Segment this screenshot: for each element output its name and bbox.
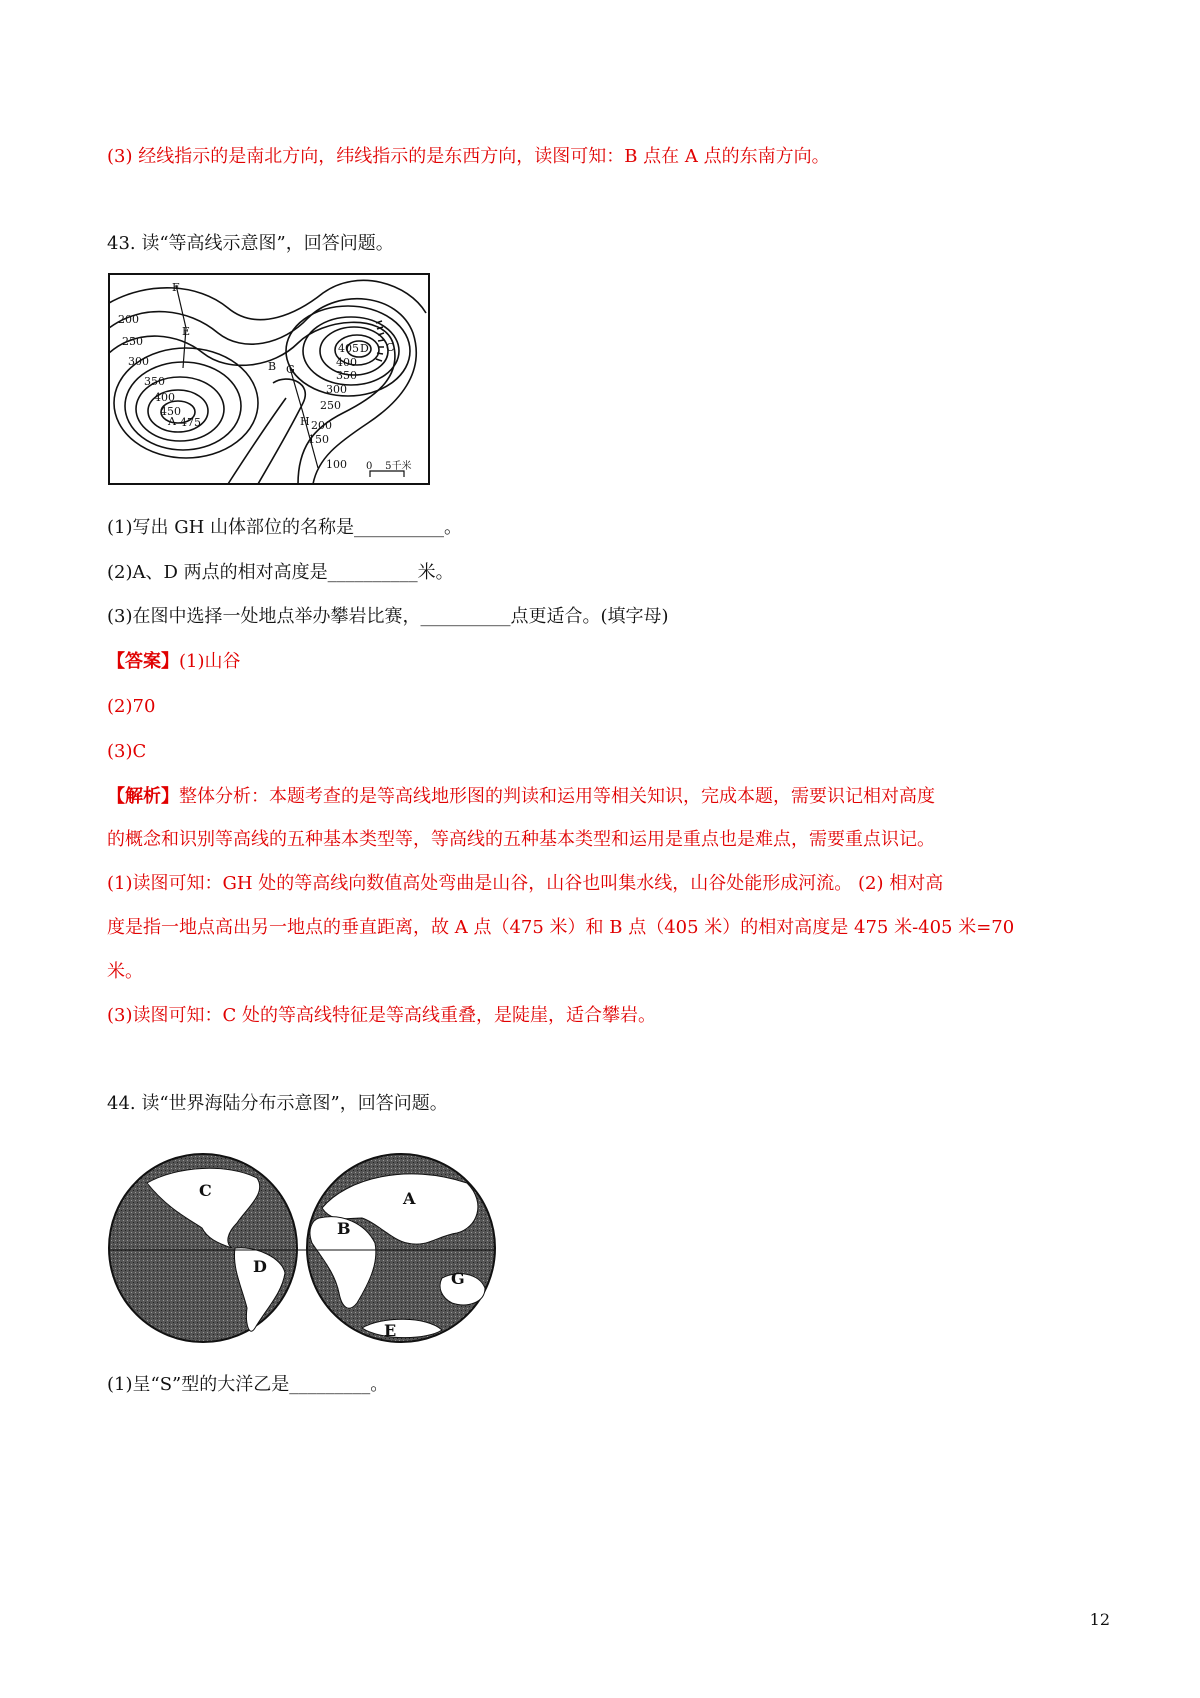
- point-label: H: [300, 415, 310, 428]
- contour-label: 350: [144, 375, 165, 388]
- scale-label: 0 5千米: [366, 461, 412, 472]
- contour-label: 300: [128, 355, 149, 368]
- contour-label: 200: [311, 419, 332, 432]
- page-number: 12: [1089, 1610, 1110, 1629]
- map-label-e: E: [384, 1321, 397, 1340]
- q43-sub2: (2)A、D 两点的相对高度是__________米。: [107, 562, 454, 583]
- point-label: A: [168, 415, 176, 428]
- q43-title: 43. 读“等高线示意图”，回答问题。: [107, 233, 394, 254]
- contour-map: [108, 273, 430, 485]
- point-label: E: [182, 325, 191, 338]
- contour-label: 450: [160, 405, 181, 418]
- answer-2: (2)70: [107, 696, 156, 717]
- analysis-line1: [107, 785, 935, 809]
- analysis-line5: 米。: [107, 961, 143, 982]
- map-label-c: C: [199, 1181, 212, 1200]
- point-label: D: [360, 342, 369, 355]
- contour-label: 400: [154, 391, 175, 404]
- q43-sub1: (1)写出 GH 山体部位的名称是__________。: [107, 517, 463, 538]
- map-label-a: A: [403, 1189, 416, 1208]
- contour-label: 400: [336, 356, 357, 369]
- map-label-b: B: [337, 1219, 351, 1238]
- map-label-d: D: [253, 1257, 267, 1276]
- analysis-line3: (1)读图可知：GH 处的等高线向数值高处弯曲是山谷，山谷也叫集水线，山谷处能形成河流。 (2) 相对高: [107, 873, 944, 894]
- answer-label: 【答案】: [107, 651, 179, 672]
- contour-label: 100: [326, 458, 347, 471]
- contour-label: 300: [326, 383, 347, 396]
- q44-title: 44. 读“世界海陆分布示意图”，回答问题。: [107, 1093, 448, 1114]
- analysis-line6: (3)读图可知：C 处的等高线特征是等高线重叠，是陡崖，适合攀岩。: [107, 1005, 656, 1026]
- analysis-label: 【解析】: [107, 786, 179, 807]
- answer-3: (3)C: [107, 741, 147, 762]
- point-label: F: [172, 281, 180, 294]
- analysis-line4: 度是指一地点高出另一地点的垂直距离，故 A 点（475 米）和 B 点（405 米）的相对高度是 475 米-405 米=70: [107, 917, 1015, 938]
- contour-label: 200: [118, 313, 139, 326]
- q43-sub3: (3)在图中选择一处地点举办攀岩比赛，__________点更适合。(填字母): [107, 606, 669, 627]
- contour-label: 250: [122, 335, 143, 348]
- contour-label: 250: [320, 399, 341, 412]
- contour-label: 350: [336, 369, 357, 382]
- q43-answer-line1: [107, 650, 241, 674]
- contour-label: 150: [308, 433, 329, 446]
- point-label: B: [268, 360, 277, 373]
- world-map: [107, 1148, 497, 1350]
- prev-answer-3: (3) 经线指示的是南北方向，纬线指示的是东西方向，读图可知：B 点在 A 点的东南方向。: [107, 146, 830, 167]
- contour-label: 475: [180, 416, 201, 429]
- answer-1: (1)山谷: [179, 651, 241, 672]
- point-label: G: [286, 363, 295, 376]
- analysis-text-1: 整体分析：本题考查的是等高线地形图的判读和运用等相关知识，完成本题，需要识记相对高度: [179, 786, 935, 807]
- q44-sub1: (1)呈“S”型的大洋乙是_________。: [107, 1374, 389, 1395]
- map-label-g: G: [451, 1269, 465, 1288]
- contour-label: 405: [338, 342, 359, 355]
- point-label: C: [386, 341, 395, 354]
- analysis-line2: 的概念和识别等高线的五种基本类型等，等高线的五种基本类型和运用是重点也是难点，需要重点识记。: [107, 829, 935, 850]
